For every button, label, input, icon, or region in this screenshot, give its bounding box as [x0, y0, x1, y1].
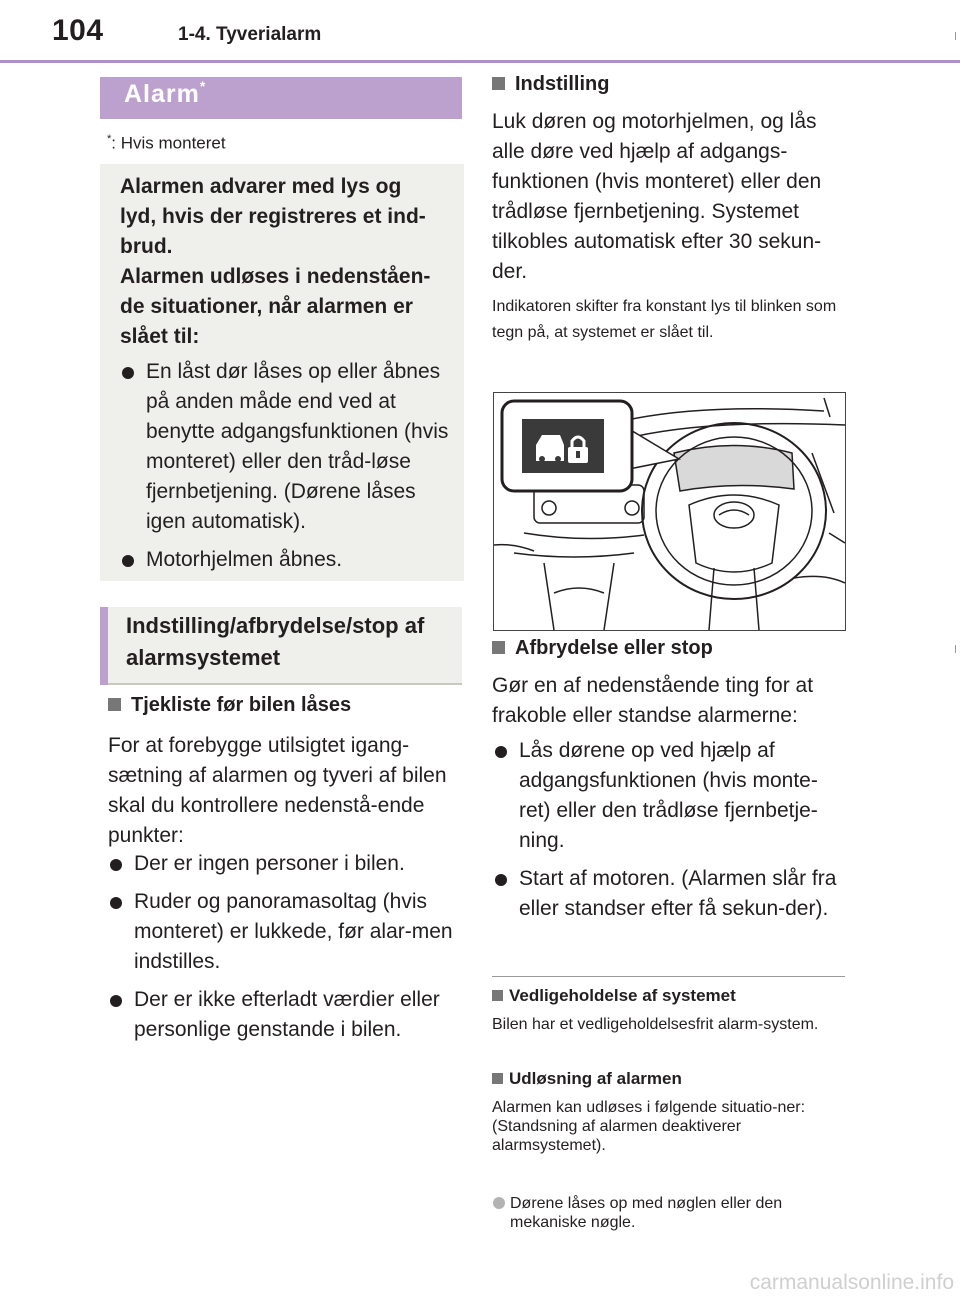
watermark: carmanualsonline.info [749, 1271, 954, 1294]
list-item: Lås dørene op ved hjælp af adgangsfunktionen (hvis monte-ret) eller den trådløse fjernbetje-ning. [493, 736, 845, 856]
bullet-icon [122, 555, 134, 567]
header-rule [0, 60, 960, 63]
bullet-icon [122, 367, 134, 379]
bullet-icon [110, 859, 122, 871]
list-item: Der er ikke efterladt værdier eller personlige genstande i bilen. [108, 985, 464, 1045]
notes-divider [492, 976, 845, 977]
udloesning-text: Alarmen kan udløses i følgende situatio-ner: (Standsning af alarmen deaktiverer alarmsystemet). [492, 1099, 806, 1154]
square-bullet-icon [492, 77, 505, 90]
afbrydelse-list [493, 736, 845, 932]
dashboard-drawing [494, 393, 845, 630]
dashboard-illustration [493, 392, 846, 631]
square-bullet-icon [492, 990, 503, 1001]
indstilling-note: Indikatoren skifter fra konstant lys til blinken som tegn på, at systemet er slået til. [492, 298, 837, 341]
alarm-title: Alarm* [124, 78, 207, 108]
chapter-title: 1-4. Tyverialarm [178, 24, 322, 45]
list-item: Motorhjelmen åbnes. [120, 545, 460, 575]
bullet-icon [493, 1197, 505, 1209]
section-title: Indstilling/afbrydelse/stop af alarmsystemet [126, 613, 425, 670]
bullet-icon [495, 746, 507, 758]
checklist-paragraph: For at forebygge utilsigtet igang-sætning af alarmen og tyveri af bilen skal du kontrollere nedenstå-ende punkter: [108, 734, 447, 847]
list-item: Dørene låses op med nøglen eller den mekaniske nøgle. [493, 1194, 845, 1232]
checklist-list [108, 849, 464, 1053]
afbrydelse-paragraph: Gør en af nedenstående ting for at frakoble eller standse alarmerne: [492, 674, 814, 727]
list-item: Der er ingen personer i bilen. [108, 849, 464, 879]
bullet-icon [495, 874, 507, 886]
footnote: *: Hvis monteret [107, 133, 226, 153]
square-bullet-icon [108, 698, 121, 711]
indstilling-paragraph: Luk døren og motorhjelmen, og lås alle døre ved hjælp af adgangs-funktionen (hvis monteret) eller den trådløse fjernbetjening. Systemet tilkobles automatisk efter 30 sekun-der. [492, 110, 822, 283]
list-item: Ruder og panoramasoltag (hvis monteret) er lukkede, før alar-men indstilles. [108, 887, 464, 977]
page-number: 104 [52, 14, 104, 47]
afbrydelse-heading: Afbrydelse eller stop [492, 637, 713, 660]
indstilling-heading: Indstilling [492, 73, 609, 96]
udloesning-heading: Udløsning af alarmen [492, 1069, 682, 1089]
checklist-heading: Tjekliste før bilen låses [108, 694, 351, 717]
vedligehold-heading: Vedligeholdelse af systemet [492, 986, 736, 1006]
bullet-icon [110, 995, 122, 1007]
intro-bullet-list [120, 357, 460, 583]
intro-text: Alarmen advarer med lys og lyd, hvis der registreres et ind- brud. Alarmen udløses i nedenståen- de situationer, når alarmen er slået til: [120, 175, 431, 348]
square-bullet-icon [492, 1073, 503, 1084]
bullet-icon [110, 897, 122, 909]
list-item: En låst dør låses op eller åbnes på anden måde end ved at benytte adgangsfunktionen (hvis monteret) eller den tråd-løse fjernbetjening. (Dørene låses igen automatisk). [120, 357, 460, 537]
vedligehold-text: Bilen har et vedligeholdelsesfrit alarm-system. [492, 1016, 819, 1033]
udloesning-list [493, 1194, 845, 1232]
square-bullet-icon [492, 641, 505, 654]
section-accent [100, 607, 108, 685]
list-item: Start af motoren. (Alarmen slår fra eller standser efter få sekun-der). [493, 864, 845, 924]
margin-tick [955, 32, 956, 40]
margin-tick [955, 645, 956, 653]
